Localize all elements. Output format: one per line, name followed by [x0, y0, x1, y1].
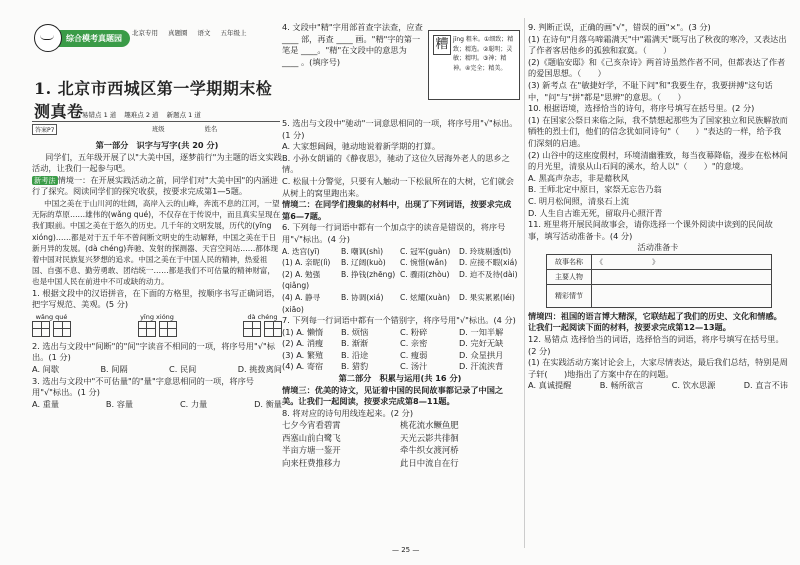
q4-block — [282, 22, 424, 68]
page-title: 1. 北京市西城区第一学期期末检测真卷 — [34, 79, 273, 121]
name-label: 姓名 — [204, 126, 218, 133]
right-body — [528, 22, 788, 392]
q7-row — [282, 338, 518, 350]
option[interactable]: B. 容量 — [105, 398, 134, 409]
option[interactable]: C. 瘦弱 — [400, 349, 428, 360]
dict-char: 糟 — [433, 35, 451, 55]
option[interactable]: (2) A. 勉强(qiǎng) — [282, 269, 321, 291]
series: 真题圈 — [168, 29, 188, 37]
poem-line[interactable]: 半亩方塘一鉴开 — [282, 445, 341, 456]
q3-options — [32, 399, 282, 411]
stats — [82, 110, 201, 119]
option[interactable]: B. 猎豹 — [341, 361, 369, 372]
card-label: 故事名称 — [547, 255, 592, 269]
q4: 4. 文段中"精"字用部首查字法查，应查 ____ 部，再查 ____ 画。"精"字的第一笔是 ____。"精"在文段中的意思为 ____ 。(填序号) — [282, 22, 423, 67]
option[interactable]: B. 畅所欲言 — [599, 380, 644, 391]
option[interactable]: C. 粉碎 — [400, 326, 428, 337]
card-title: 活动准备卡 — [637, 242, 679, 253]
answer-tag: 答案P7 — [32, 124, 57, 135]
option[interactable]: C. 力量 — [179, 398, 208, 409]
pinyin: yīng xióng — [140, 312, 174, 321]
option[interactable]: C. 惋惜(wǎn) — [400, 258, 447, 268]
situation3: 情境三：优美的诗文，见证着中国的民间故事都记录了中国之美。让我们一起阅读，按要求完成第8—11题。 — [282, 384, 504, 407]
option[interactable]: D. 众星拱月 — [459, 349, 504, 360]
q2: 2. 选出与文段中"间断"的"间"字读音不相同的一项，将序号用"√"标出。(1 分) — [32, 340, 275, 363]
q7-row — [282, 327, 518, 339]
option[interactable]: C. 民间 — [169, 363, 197, 374]
option[interactable]: (4) A. 静寻(xiāo) — [282, 292, 321, 314]
option[interactable]: B. 辽阔(kuò) — [341, 258, 386, 268]
card-label: 精彩情节 — [547, 285, 592, 307]
card-row — [547, 255, 771, 269]
q1: 1. 根据文段中的汉语拼音，在下面的方格里，按顺序书写正确词语，把字写规范、美观。(5 分) — [32, 287, 280, 310]
middle-body — [282, 118, 518, 469]
q9: 9. 判断正误，正确的画"√"，错误的画"×"。(3 分) — [528, 22, 711, 32]
option[interactable]: B. 沿途 — [341, 349, 369, 360]
option[interactable]: D. 迫不及待(dài) — [459, 269, 518, 279]
option[interactable]: C. 汤汁 — [400, 361, 428, 372]
class-label: 班级 — [152, 126, 165, 133]
activity-card — [546, 254, 772, 308]
poem-line[interactable]: 此日中流自在行 — [400, 457, 459, 468]
q9-item[interactable]: (3) 新考点 在"敏捷好学，不耻下问"和"我要生存，我要拼搏"这句话中，"问"与"拼"都是"思辨"的意思。（ ） — [528, 79, 773, 102]
option[interactable]: (3) A. 繁殖 — [282, 349, 324, 360]
option[interactable]: B. 间隔 — [100, 363, 128, 374]
poem-line[interactable]: 西塞山前白鹭飞 — [282, 432, 341, 443]
q8: 8. 将对应的诗句用线连起来。(2 分) — [282, 407, 414, 418]
part1 — [32, 140, 282, 410]
poem-line[interactable]: 桃花流水鳜鱼肥 — [400, 420, 459, 431]
option[interactable]: B. 挣钱(zhēng) — [341, 269, 396, 279]
q10-option[interactable]: A. 黑高声杂志，非是藉秋风 — [528, 172, 629, 183]
situation4: 情境四：祖国的语言博大精深，它联结起了我们的历史、文化和情感。让我们一起阅读下面的材料，按要求完成第12—13题。 — [528, 310, 782, 333]
q7-row — [282, 361, 518, 373]
q6-row — [282, 292, 518, 315]
q10-option[interactable]: B. 王师北定中原日，家祭无忘告乃翁 — [528, 184, 662, 195]
page-number: — 25 — — [392, 546, 420, 554]
q3: 3. 选出与文段中"不可估量"的"量"字意思相同的一项，将序号用"√"标出。(1 分) — [32, 375, 254, 398]
situation2: 情境二：在同学们搜集的材料中，出现了下列词语，按要求完成第6—7题。 — [282, 199, 512, 221]
option[interactable]: B. 烦恼 — [341, 326, 369, 337]
option[interactable]: C. 炫耀(xuàn) — [400, 292, 451, 302]
option[interactable]: B. 协调(xiá) — [341, 292, 384, 302]
option[interactable]: A. 间歇 — [32, 363, 60, 374]
poem-line[interactable]: 七夕今宵看碧霄 — [282, 420, 341, 431]
q12-options — [528, 380, 788, 392]
q7-row — [282, 350, 518, 362]
middle-column — [282, 0, 520, 565]
option[interactable]: B. 渐渐 — [341, 338, 369, 349]
option[interactable]: D. 应接不暇(xiá) — [459, 258, 518, 268]
q6-row — [282, 269, 518, 292]
option[interactable]: C. 饮水思源 — [671, 380, 716, 391]
stat: 新题点 1 道 — [166, 111, 201, 119]
mascot-icon — [34, 24, 62, 52]
card-input[interactable] — [592, 285, 771, 307]
card-label: 主要人物 — [547, 270, 592, 284]
option[interactable]: D. 玲珑剔透(tì) — [459, 246, 512, 256]
option[interactable]: A. 真诚提醒 — [528, 380, 572, 391]
part1-intro: 同学们，五年级开展了以"大美中国，逐梦前行"为主题的语文实践活动，让我们一起参与吧。 — [32, 151, 282, 174]
option[interactable]: C. 亲密 — [400, 338, 428, 349]
dict-entry: jīng 粗米。①细致；精致；精选。②聪明；灵敏；精明。③神；精神。④完全；精美。 — [453, 36, 514, 72]
q5-option[interactable]: A. 大家想阔阔，驰动地说着新学期的打算。 — [282, 141, 441, 152]
new-badge: 新考法 — [34, 175, 56, 185]
q9-item[interactable]: (2)《题临安邸》和《己亥杂诗》两首诗虽然作者不同，但都表达了作者的爱国思想。（ ） — [528, 56, 786, 79]
q10-item: (2) 山谷中的这座度假村，环境清幽雅致，每当夜幕降临，漫步在松林间的月光里，清泉从山石间的溪水，给人以"（ ）"的意境。 — [528, 149, 788, 172]
q10-option[interactable]: D. 人生自古谁无死，留取丹心照汗青 — [528, 207, 663, 218]
subject: 语文 — [197, 29, 211, 37]
edition: 北京专用 — [132, 29, 158, 37]
q6-row — [282, 246, 518, 258]
pinyin: dà chéng — [247, 312, 278, 321]
option[interactable]: (1) A. 懒惰 — [282, 326, 324, 337]
banner-title: 综合模考真题园 — [58, 30, 130, 47]
option[interactable]: D. 直言不讳 — [743, 380, 788, 391]
poem-line[interactable]: 牵牛织女渡河桥 — [400, 445, 459, 456]
banner — [34, 24, 130, 52]
poem-line[interactable]: 天光云影共徘徊 — [400, 432, 459, 443]
option[interactable]: A. 重量 — [32, 398, 60, 409]
q12: 12. 易错点 选择恰当的词语，选择恰当的词语，将序号填写在括号里。(2 分) — [528, 334, 784, 356]
passage: 中国之美在于山川河的壮阔，高岸入云的山峰，奔流不息的江河，一望无际的草原……雄伟的(wǎng qué)，不仅存在于传说中，而且真实呈现在我们眼前。中国之美在于悠久的历史。几千年的文明发展，历代的(yīng xióng)……都是对于五千年不曾间断文明史的生动解释，中国之美在于日新月异的发展。(dà chéng)奔驰、发射的探测器、天宫空间站……都体现着中国对民族复兴梦想的追求。中国之美在于中国人民的精神，热爱祖国、自强不息、勤劳勇敢、团结统一……都是我们不可估量的精神财富，也是中国人民在前进中不可或缺的动力。 — [32, 198, 281, 287]
option[interactable]: (2) A. 消瘦 — [282, 338, 324, 349]
q10-item: (1) 在国家公祭日来临之际，我不禁想起那些为了国家独立和民族解放而牺牲的烈士们，他们的信念犹如同诗句"（ ）"表达的一样，给予我们深刻的启迪。 — [528, 114, 788, 148]
writing-grid[interactable] — [32, 321, 71, 337]
page-fold-line — [524, 18, 525, 548]
stat: 趣难点 2 道 — [124, 111, 159, 119]
q11: 11. 班里将开展民间故事会，请你选择一个课外阅读中读到的民间故事，填写活动准备卡。(4 分) — [528, 219, 773, 241]
q2-options — [32, 364, 282, 376]
part1-heading: 第一部分 识字与写字(共 20 分) — [95, 140, 219, 150]
option[interactable]: B. 嘲讽(shì) — [341, 246, 384, 256]
poem-match — [282, 419, 518, 469]
option[interactable]: A. 迭宫(yī) — [282, 246, 320, 256]
option[interactable]: D. 果实累累(léi) — [459, 292, 515, 302]
q6-row — [282, 257, 518, 269]
poem-line[interactable]: 向来枉费推移力 — [282, 457, 341, 468]
card-row — [547, 284, 771, 307]
dictionary-box — [428, 30, 520, 100]
info-fields — [152, 124, 217, 133]
card-input[interactable]: 《 》 — [596, 257, 659, 266]
situation1: 情境一：在开展实践活动之前，同学们对"大美中国"的内涵进行了探究。阅读同学们的探究收获，按要求完成第1—5题。 — [32, 174, 278, 197]
part2-heading: 第二部分 积累与运用(共 16 分) — [338, 373, 462, 384]
option[interactable]: D. 挑拨离间 — [237, 363, 282, 374]
card-input[interactable] — [592, 270, 771, 284]
option[interactable]: D. 衡量 — [254, 398, 282, 409]
q12-text: (1) 在实践活动方案讨论会上，大家尽情表达，最后我们总结，特别是周子轩( )地指出了方案中存在的问题。 — [528, 357, 788, 379]
writing-grid[interactable] — [138, 321, 177, 337]
writing-grid[interactable] — [243, 321, 282, 337]
option[interactable]: (1) A. 亲昵(lì) — [282, 258, 331, 268]
option[interactable]: D. 一知半解 — [459, 326, 504, 337]
option[interactable]: D. 完好无缺 — [459, 338, 504, 349]
grade: 五年级上 — [220, 29, 247, 37]
right-column — [528, 0, 790, 565]
option[interactable]: D. 汗流浃背 — [459, 361, 504, 372]
q9-item[interactable]: (1) 在诗句"月落乌啼霜满天"中"霜满天"既写出了秋夜的寒冷，又表达出了作者客居他乡的孤独和寂寞。（ ） — [528, 33, 787, 56]
q10: 10. 根据语境，选择恰当的诗句，将序号填写在括号里。(2 分) — [528, 103, 755, 114]
q6: 6. 下列每一行词语中都有一个加点字的读音是错误的，将序号用"√"标出。(4 分) — [282, 222, 506, 244]
card-row — [547, 269, 771, 284]
stat: 易错点 1 道 — [82, 111, 117, 119]
option[interactable]: (4) A. 寄宿 — [282, 361, 324, 372]
q5-option[interactable]: B. 小孙女朗诵的《静夜思》，驰动了这位久居海外老人的思乡之情。 — [282, 152, 510, 175]
q5: 5. 选出与文段中"驰动"一词意思相同的一项，将序号用"√"标出。(1 分) — [282, 118, 518, 140]
q7: 7. 下列每一行词语中都有一个错别字，将序号用"√"标出。(4 分) — [282, 315, 516, 326]
left-column — [12, 0, 282, 565]
q1-grids — [32, 313, 282, 337]
pinyin: wǎng qué — [35, 312, 68, 321]
q10-option[interactable]: C. 明月松间照，清泉石上流 — [528, 195, 629, 206]
option[interactable]: C. 冠军(guàn) — [400, 246, 451, 256]
option[interactable]: C. 骤雨(zhòu) — [400, 269, 450, 279]
header-meta — [132, 28, 247, 37]
q5-option[interactable]: C. 松鼠十分警觉，只要有人触动一下松鼠所在的大树，它们就会从树上的窝里跑出来。 — [282, 175, 514, 198]
